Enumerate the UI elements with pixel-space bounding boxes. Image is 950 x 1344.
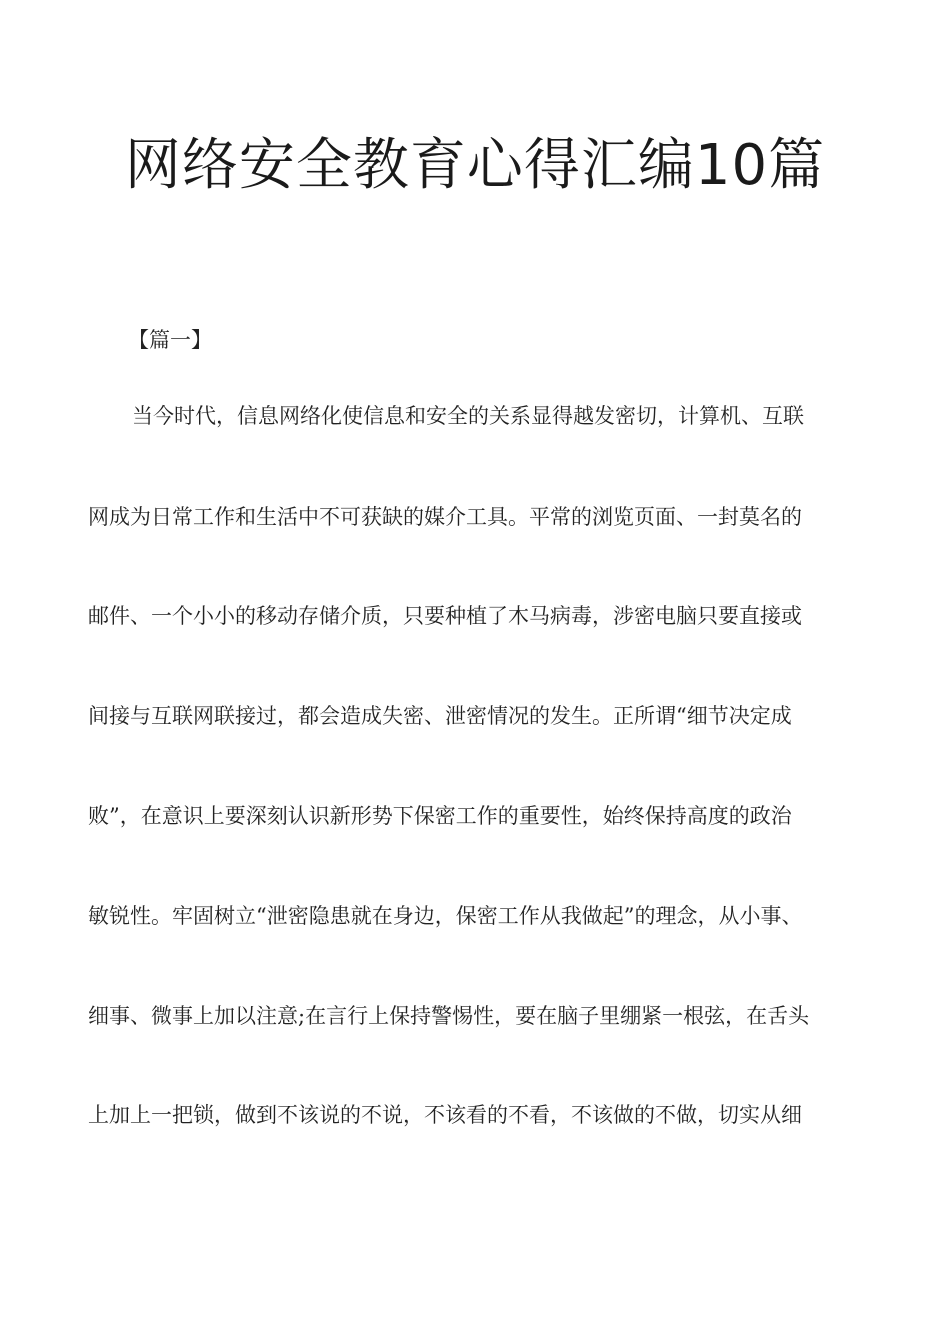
- section-label: 【篇一】: [128, 328, 212, 352]
- paragraph-line: 上加上一把锁，做到不该说的不说，不该看的不看，不该做的不做，切实从细: [88, 1103, 802, 1127]
- paragraph-line: 败”，在意识上要深刻认识新形势下保密工作的重要性，始终保持高度的政治: [88, 804, 792, 828]
- paragraph-line: 当今时代，信息网络化使信息和安全的关系显得越发密切，计算机、互联: [132, 404, 804, 428]
- paragraph-line: 邮件、一个小小的移动存储介质，只要种植了木马病毒，涉密电脑只要直接或: [88, 604, 802, 628]
- paragraph-line: 网成为日常工作和生活中不可获缺的媒介工具。平常的浏览页面、一封莫名的: [88, 505, 802, 529]
- paragraph-line: 敏锐性。牢固树立“泄密隐患就在身边，保密工作从我做起”的理念，从小事、: [88, 904, 803, 928]
- document-title: 网络安全教育心得汇编10篇: [124, 133, 826, 198]
- paragraph-line: 间接与互联网联接过，都会造成失密、泄密情况的发生。正所谓“细节决定成: [88, 704, 792, 728]
- paragraph-line: 细事、微事上加以注意;在言行上保持警惕性，要在脑子里绷紧一根弦，在舌头: [88, 1004, 810, 1028]
